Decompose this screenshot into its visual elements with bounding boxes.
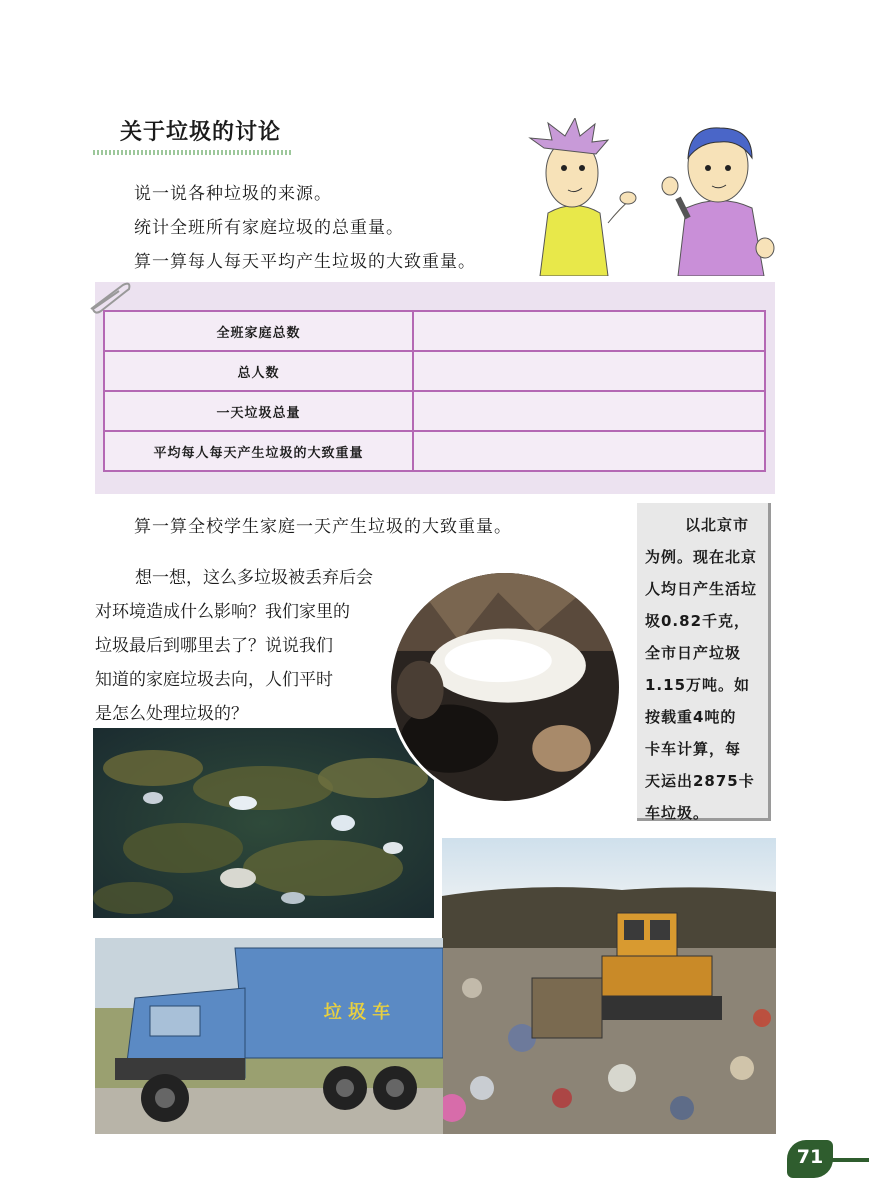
paragraph-line: 垃圾最后到哪里去了？说说我们 bbox=[95, 636, 333, 656]
fact-line: 以北京市 bbox=[685, 516, 750, 534]
intro-line-2: 统计全班所有家庭垃圾的总重量。 bbox=[134, 218, 404, 238]
row-value-cell bbox=[413, 351, 765, 391]
fact-line: 为例。现在北京 bbox=[645, 548, 758, 566]
row-value-cell bbox=[413, 311, 765, 351]
paragraph-line: 对环境造成什么影响？我们家里的 bbox=[95, 602, 350, 622]
polluted-water-photo bbox=[93, 728, 434, 918]
kids-illustration bbox=[520, 118, 782, 276]
paragraph-line: 想一想，这么多垃圾被丢弃后会 bbox=[135, 568, 373, 588]
fact-line: 1.15万吨。如 bbox=[645, 676, 751, 694]
row-label: 全班家庭总数 bbox=[104, 311, 413, 351]
school-line: 算一算全校学生家庭一天产生垃圾的大致重量。 bbox=[134, 517, 512, 537]
garbage-truck-photo bbox=[95, 938, 443, 1134]
title-underline bbox=[93, 150, 293, 155]
statistics-table bbox=[103, 310, 766, 472]
section-title: 关于垃圾的讨论 bbox=[120, 120, 282, 145]
truck-door-text: 垃 圾 车 bbox=[323, 1002, 391, 1023]
row-label: 一天垃圾总量 bbox=[104, 391, 413, 431]
row-label: 平均每人每天产生垃圾的大致重量 bbox=[104, 431, 413, 471]
fact-line: 按载重4吨的 bbox=[645, 708, 737, 726]
fact-line: 卡车计算，每 bbox=[645, 740, 742, 758]
waste-pool-photo bbox=[388, 570, 622, 804]
beijing-fact-box bbox=[637, 503, 771, 821]
row-label: 总人数 bbox=[104, 351, 413, 391]
table-row bbox=[104, 351, 765, 391]
table-row bbox=[104, 391, 765, 431]
row-value-cell bbox=[413, 431, 765, 471]
paragraph-line: 知道的家庭垃圾去向，人们平时 bbox=[95, 670, 333, 690]
intro-line-3: 算一算每人每天平均产生垃圾的大致重量。 bbox=[134, 252, 476, 272]
table-row bbox=[104, 311, 765, 351]
page-number: 71 bbox=[796, 1146, 824, 1168]
fact-line: 天运出2875卡 bbox=[645, 772, 755, 790]
paragraph-line: 是怎么处理垃圾的？ bbox=[95, 704, 248, 724]
fact-line: 全市日产垃圾 bbox=[645, 644, 742, 662]
table-row bbox=[104, 431, 765, 471]
fact-line: 车垃圾。 bbox=[645, 804, 710, 822]
landfill-bulldozer-photo bbox=[442, 838, 776, 1134]
row-value-cell bbox=[413, 391, 765, 431]
intro-line-1: 说一说各种垃圾的来源。 bbox=[134, 184, 332, 204]
fact-line: 圾0.82千克， bbox=[645, 612, 751, 630]
page-number-line bbox=[828, 1158, 869, 1162]
fact-line: 人均日产生活垃 bbox=[645, 580, 758, 598]
